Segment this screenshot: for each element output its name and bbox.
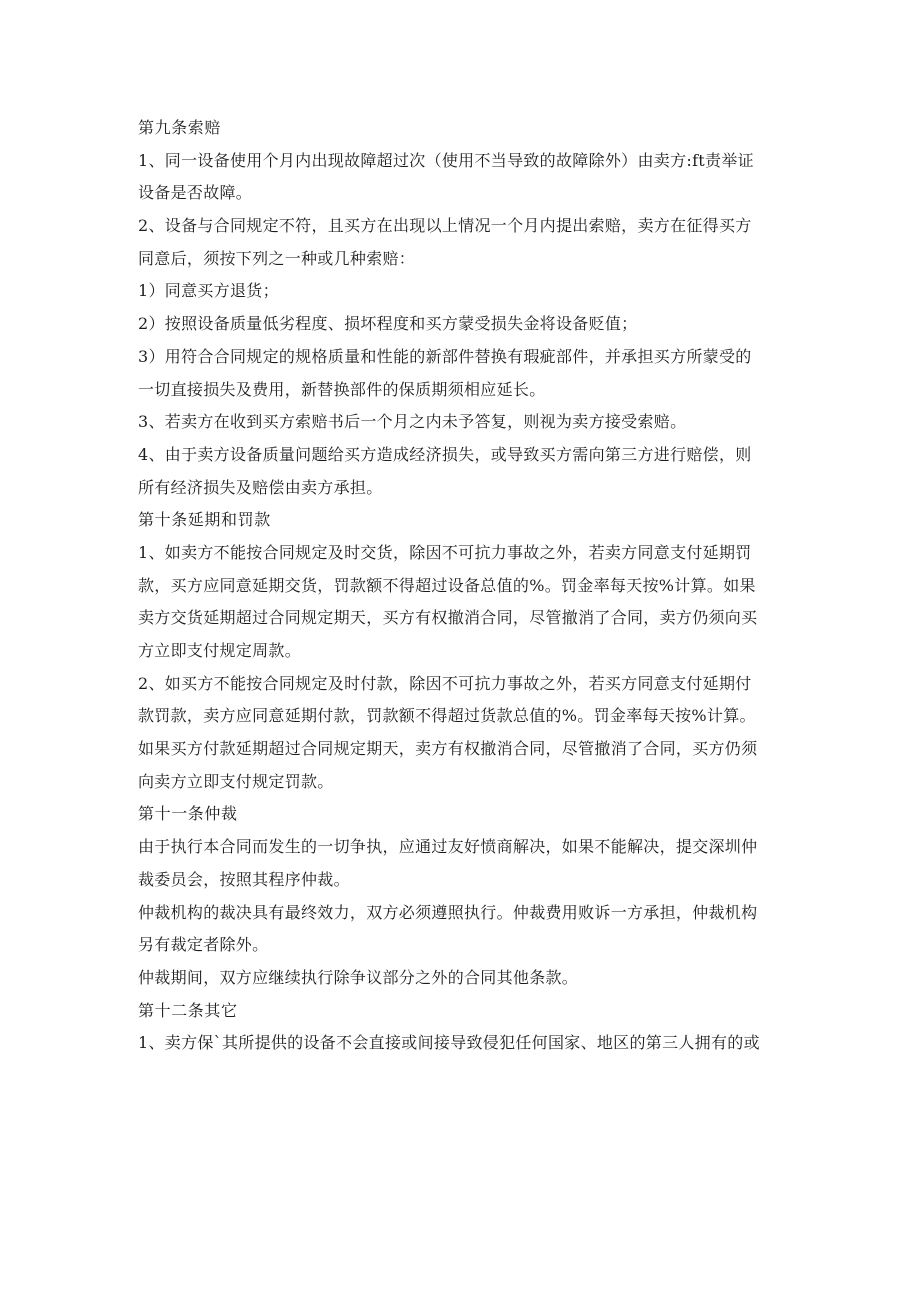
paragraph-line: 款，买方应同意延期交货，罚款额不得超过设备总值的%。罚金率每天按%计算。如果: [138, 575, 756, 595]
paragraph-line: 4、由于卖方设备质量问题给买方造成经济损失，或导致买方需向第三方进行赔偿，则: [138, 444, 752, 464]
paragraph-line: 方立即支付规定周款。: [138, 641, 302, 660]
paragraph-line: 2、如买方不能按合同规定及时付款，除因不可抗力事故之外，若买方同意支付延期付: [138, 673, 752, 693]
paragraph-line: 1、如卖方不能按合同规定及时交货，除因不可抗力事故之外，若卖方同意支付延期罚: [138, 542, 752, 562]
paragraph-line: 1、同一设备使用个月内出现故障超过次（使用不当导致的故障除外）由卖方:ft责举证: [138, 150, 754, 170]
paragraph-line: 仲裁机构的裁决具有最终效力，双方必须遵照执行。仲裁费用败诉一方承担，仲裁机构: [138, 902, 758, 922]
paragraph-line: 同意后，须按下列之一种或几种索赔：: [138, 248, 416, 268]
paragraph-line: 3）用符合合同规定的规格质量和性能的新部件替换有瑕疵部件，并承担买方所蒙受的: [138, 346, 752, 366]
paragraph-line: 一切直接损失及费用，新替换部件的保质期须相应延长。: [138, 379, 546, 399]
paragraph-line: 另有裁定者除外。: [138, 935, 269, 955]
paragraph-line: 款罚款，卖方应同意延期付款，罚款额不得超过货款总值的%。罚金率每天按%计算。: [138, 706, 756, 726]
paragraph-line: 裁委员会，按照其程序仲裁。: [138, 869, 350, 889]
paragraph-line: 2）按照设备质量低劣程度、损坏程度和买方蒙受损失金将设备贬值；: [138, 314, 638, 334]
paragraph-line: 仲裁期间，双方应继续执行除争议部分之外的合同其他条款。: [138, 967, 579, 987]
section-heading-10: 第十条延期和罚款: [138, 510, 271, 530]
paragraph-line: 设备是否故障。: [138, 183, 253, 203]
document-body: [138, 112, 798, 1060]
paragraph-line: 1、卖方保`其所提供的设备不会直接或间接导致侵犯任何国家、地区的第三人拥有的或: [138, 1033, 760, 1053]
section-heading-11: 第十一条仲裁: [138, 804, 238, 824]
paragraph-line: 向卖方立即支付规定罚款。: [138, 771, 334, 791]
paragraph-line: 2、设备与合同规定不符，且买方在出现以上情况一个月内提出索赔，卖方在征得买方: [138, 216, 752, 236]
paragraph-line: 卖方交货延期超过合同规定期天，买方有权撤消合同，尽管撤消了合同，卖方仍须向买: [138, 608, 758, 628]
paragraph-line: 1）同意买方退货；: [138, 281, 279, 301]
paragraph-line: 如果买方付款延期超过合同规定期天，卖方有权撤消合同，尽管撤消了合同，买方仍须: [138, 739, 758, 759]
paragraph-line: 所有经济损失及赔偿由卖方承担。: [138, 477, 383, 497]
paragraph-line: 由于执行本合同而发生的一切争执，应通过友好愤商解决，如果不能解决，提交深圳仲: [138, 837, 758, 857]
section-heading-9: 第九条索赔: [138, 118, 222, 137]
section-heading-12: 第十二条其它: [138, 1000, 238, 1020]
paragraph-line: 3、若卖方在收到买方索赔书后一个月之内未予答复，则视为卖方接受索赔。: [138, 412, 687, 432]
